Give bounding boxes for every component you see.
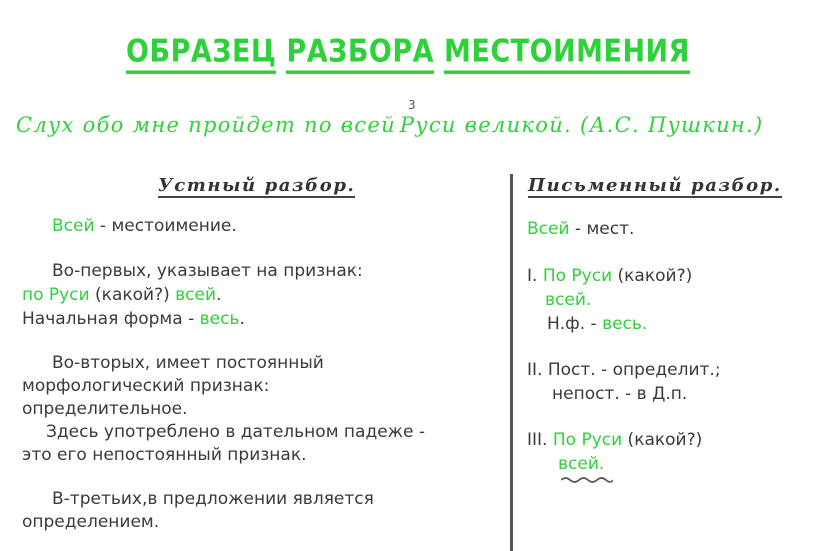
- oral-heading: Устный разбор.: [158, 175, 356, 196]
- oral-line-1: [52, 216, 237, 236]
- oral-line-1-text: - местоимение.: [94, 216, 237, 236]
- oral-line-9: это его непостоянный признак.: [22, 445, 307, 465]
- written-heading: Письменный разбор.: [528, 175, 782, 196]
- oral-line-10: В-третьих,в предложении является: [52, 489, 374, 509]
- written-line-8: [558, 454, 604, 474]
- oral-line-8: Здесь употреблено в дательном падеже -: [46, 422, 425, 442]
- oral-initial-form: весь: [199, 309, 240, 329]
- written-num-1: I.: [527, 266, 543, 286]
- written-line-4: [547, 314, 647, 334]
- written-num-3: III.: [527, 430, 553, 450]
- written-line-2: [527, 266, 692, 286]
- column-divider: [510, 174, 513, 551]
- title-word-3: МЕСТОИМЕНИЯ: [444, 34, 690, 74]
- oral-initial-form-label: Начальная форма -: [22, 309, 200, 329]
- sentence-part-1: Слух обо мне пройдет по всей: [16, 113, 396, 137]
- written-line-6: непост. - в Д.п.: [552, 384, 688, 404]
- oral-line-5: Во-вторых, имеет постоянный: [52, 353, 324, 373]
- written-word-2: всей.: [545, 290, 592, 310]
- oral-word: Всей: [52, 216, 95, 236]
- written-initial-form: весь.: [602, 314, 648, 334]
- written-question: (какой?): [612, 266, 693, 286]
- parse-number-mark: 3: [408, 98, 416, 112]
- written-line-3: [545, 290, 591, 310]
- title-word-1: ОБРАЗЕЦ: [126, 34, 276, 74]
- oral-word-2: всей: [175, 285, 217, 305]
- oral-phrase: по Руси: [22, 285, 90, 305]
- oral-line-6: морфологический признак:: [22, 376, 270, 396]
- written-line-5: II. Пост. - определит.;: [527, 360, 721, 380]
- oral-dot: .: [216, 285, 222, 305]
- oral-line-3: [22, 285, 221, 305]
- oral-line-7: определительное.: [22, 399, 188, 419]
- sentence-part-2: Руси великой. (А.С. Пушкин.): [399, 113, 764, 137]
- written-word: Всей: [527, 219, 570, 239]
- written-initial-form-label: Н.ф. -: [547, 314, 603, 334]
- oral-dot-2: .: [239, 309, 245, 329]
- oral-line-11: определением.: [22, 512, 160, 532]
- written-word-3: всей.: [558, 454, 605, 474]
- written-question-2: (какой?): [622, 430, 703, 450]
- written-line-1: [527, 219, 634, 239]
- example-sentence: [16, 113, 764, 137]
- oral-line-2: Во-первых, указывает на признак:: [52, 261, 363, 281]
- oral-line-4: [22, 309, 245, 329]
- oral-question: (какой?): [89, 285, 176, 305]
- title-word-2: РАЗБОРА: [286, 34, 434, 74]
- written-phrase-2: По Руси: [552, 430, 623, 450]
- written-line-1-text: - мест.: [569, 219, 635, 239]
- wavy-underline: [561, 476, 613, 484]
- written-phrase: По Руси: [542, 266, 613, 286]
- page-title: [0, 34, 816, 70]
- written-line-7: [527, 430, 702, 450]
